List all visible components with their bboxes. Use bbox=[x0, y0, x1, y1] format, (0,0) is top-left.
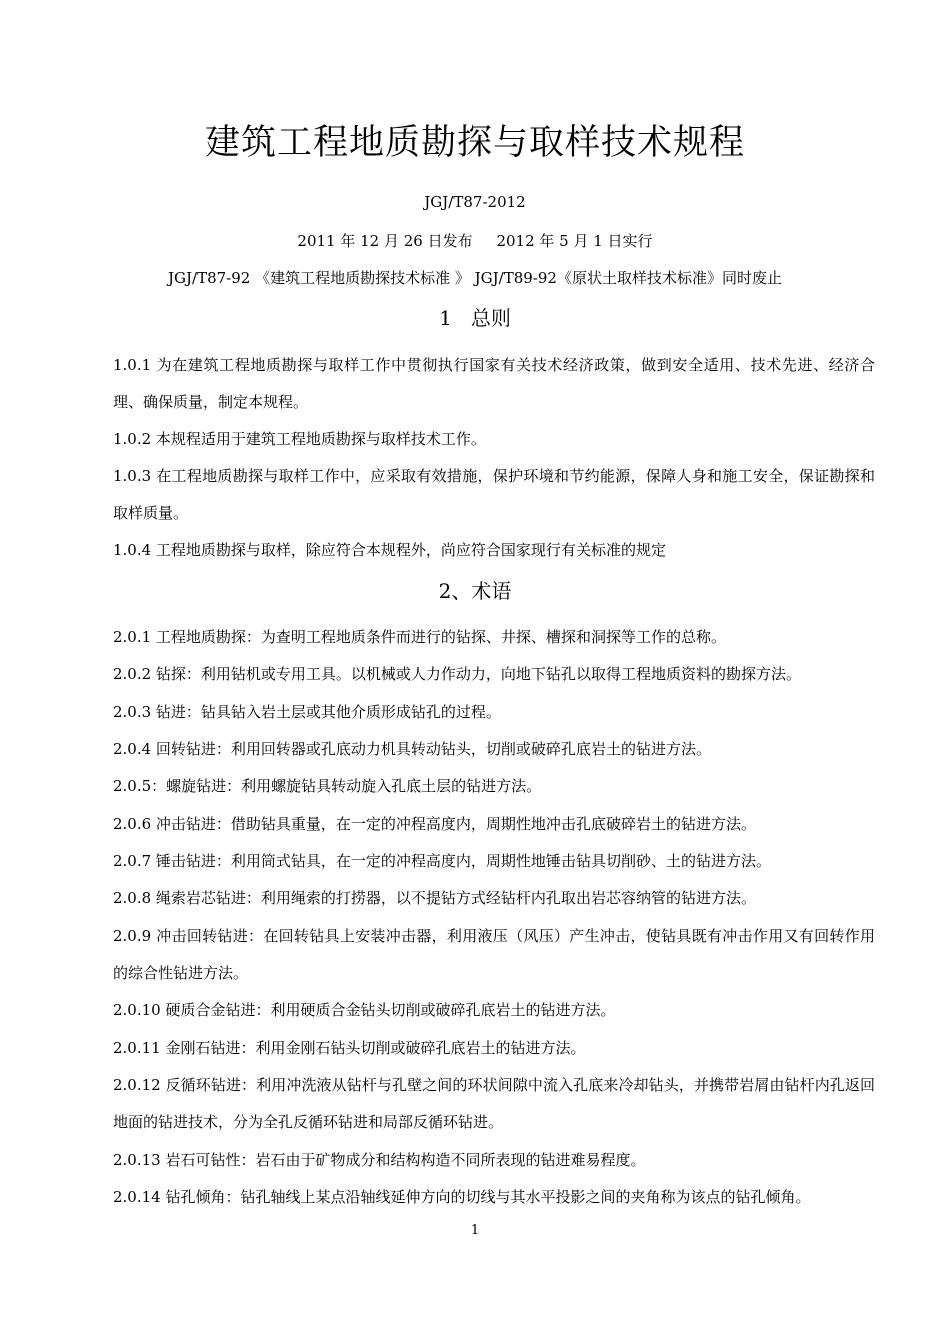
paragraph-2-0-7: 2.0.7 锤击钻进：利用筒式钻具，在一定的冲程高度内，周期性地锤击钻具切削砂、土的钻进方法。 bbox=[113, 852, 771, 870]
paragraph-2-0-9: 2.0.9 冲击回转钻进：在回转钻具上安装冲击器，利用液压（风压）产生冲击，使钻具既有冲击作用又有回转作用的综合性钻进方法。 bbox=[113, 927, 875, 982]
paragraph-2-0-5: 2.0.5：螺旋钻进：利用螺旋钻具转动旋入孔底土层的钻进方法。 bbox=[113, 777, 542, 795]
document-title: 建筑工程地质勘探与取样技术规程 bbox=[204, 123, 745, 163]
paragraph-2-0-13: 2.0.13 岩石可钻性：岩石由于矿物成分和结构构造不同所表现的钻进难易程度。 bbox=[113, 1151, 646, 1169]
paragraph-2-0-14: 2.0.14 钻孔倾角：钻孔轴线上某点沿轴线延伸方向的切线与其水平投影之间的夹角称为该点的钻孔倾角。 bbox=[113, 1188, 811, 1206]
paragraph-1-0-4: 1.0.4 工程地质勘探与取样，除应符合本规程外，尚应符合国家现行有关标准的规定 bbox=[113, 541, 666, 559]
paragraph-2-0-12: 2.0.12 反循环钻进：利用冲洗液从钻杆与孔壁之间的环状间隙中流入孔底来冷却钻头，并携带岩屑由钻杆内孔返回地面的钻进技术，分为全孔反循环钻进和局部反循环钻进。 bbox=[113, 1076, 875, 1131]
paragraph-1-0-2: 1.0.2 本规程适用于建筑工程地质勘探与取样技术工作。 bbox=[113, 430, 486, 448]
paragraph-1-0-1: 1.0.1 为在建筑工程地质勘探与取样工作中贯彻执行国家有关技术经济政策，做到安全适用、技术先进、经济合理、确保质量，制定本规程。 bbox=[113, 356, 875, 411]
page-number: 1 bbox=[470, 1223, 480, 1238]
paragraph-2-0-10: 2.0.10 硬质合金钻进：利用硬质合金钻头切削或破碎孔底岩土的钻进方法。 bbox=[113, 1001, 616, 1019]
paragraph-2-0-3: 2.0.3 钻进：钻具钻入岩土层或其他介质形成钻孔的过程。 bbox=[113, 703, 501, 721]
issue-dates: 2011 年 12 月 26 日发布 2012 年 5 月 1 日实行 bbox=[297, 232, 653, 250]
paragraph-2-0-11: 2.0.11 金刚石钻进：利用金刚石钻头切削或破碎孔底岩土的钻进方法。 bbox=[113, 1039, 586, 1057]
supersedes-note: JGJ/T87-92 《建筑工程地质勘探技术标准 》 JGJ/T89-92《原状土取样技术标准》同时废止 bbox=[168, 269, 782, 287]
paragraph-2-0-6: 2.0.6 冲击钻进：借助钻具重量，在一定的冲程高度内，周期性地冲击孔底破碎岩土的钻进方法。 bbox=[113, 815, 756, 833]
section-2-heading: 2、术语 bbox=[438, 579, 512, 603]
paragraph-2-0-8: 2.0.8 绳索岩芯钻进：利用绳索的打捞器，以不提钻方式经钻杆内孔取出岩芯容纳管的钻进方法。 bbox=[113, 889, 756, 907]
paragraph-2-0-4: 2.0.4 回转钻进：利用回转器或孔底动力机具转动钻头，切削或破碎孔底岩土的钻进方法。 bbox=[113, 740, 711, 758]
standard-code: JGJ/T87-2012 bbox=[424, 193, 526, 211]
paragraph-2-0-1: 2.0.1 工程地质勘探：为查明工程地质条件而进行的钻探、井探、槽探和洞探等工作的总称。 bbox=[113, 628, 726, 646]
paragraph-2-0-2: 2.0.2 钻探：利用钻机或专用工具。以机械或人力作动力，向地下钻孔以取得工程地质资料的勘探方法。 bbox=[113, 665, 801, 683]
paragraph-1-0-3: 1.0.3 在工程地质勘探与取样工作中，应采取有效措施，保护环境和节约能源，保障人身和施工安全，保证勘探和取样质量。 bbox=[113, 467, 875, 522]
section-1-heading: 1 总则 bbox=[439, 306, 511, 330]
